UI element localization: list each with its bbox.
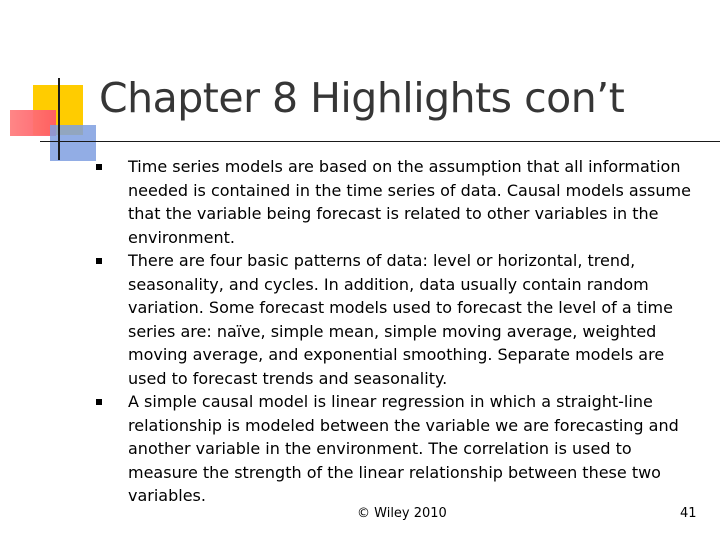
copyright-footer: © Wiley 2010 xyxy=(357,506,447,521)
bullet-text: A simple causal model is linear regression in which a straight-line relationship is modeled between the variable we are forecasting and another variable in the environment. The correlation is used to measure the strength of the linear relationship between these two variables. xyxy=(128,392,679,505)
slide-title: Chapter 8 Highlights con’t xyxy=(99,74,625,122)
bullet-item xyxy=(96,155,701,249)
page-number: 41 xyxy=(680,506,697,521)
title-underline xyxy=(40,141,720,142)
decorative-vertical-line xyxy=(58,78,60,160)
square-bullet-icon xyxy=(96,164,102,170)
decorative-blue-square xyxy=(50,125,96,161)
bullet-item xyxy=(96,249,701,390)
bullet-text: There are four basic patterns of data: level or horizontal, trend, seasonality, and cycles. In addition, data usually contain random variation. Some forecast models used to forecast the level of a time series are: naïve, simple mean, simple moving average, weighted moving average, and exponential smoothing. Separate models are used to forecast trends and seasonality. xyxy=(128,251,673,388)
bullet-item xyxy=(96,390,701,508)
bullet-list xyxy=(96,155,701,508)
bullet-text: Time series models are based on the assumption that all information needed is contained in the time series of data. Causal models assume that the variable being forecast is related to other variables in the environment. xyxy=(128,157,691,247)
square-bullet-icon xyxy=(96,258,102,264)
square-bullet-icon xyxy=(96,399,102,405)
